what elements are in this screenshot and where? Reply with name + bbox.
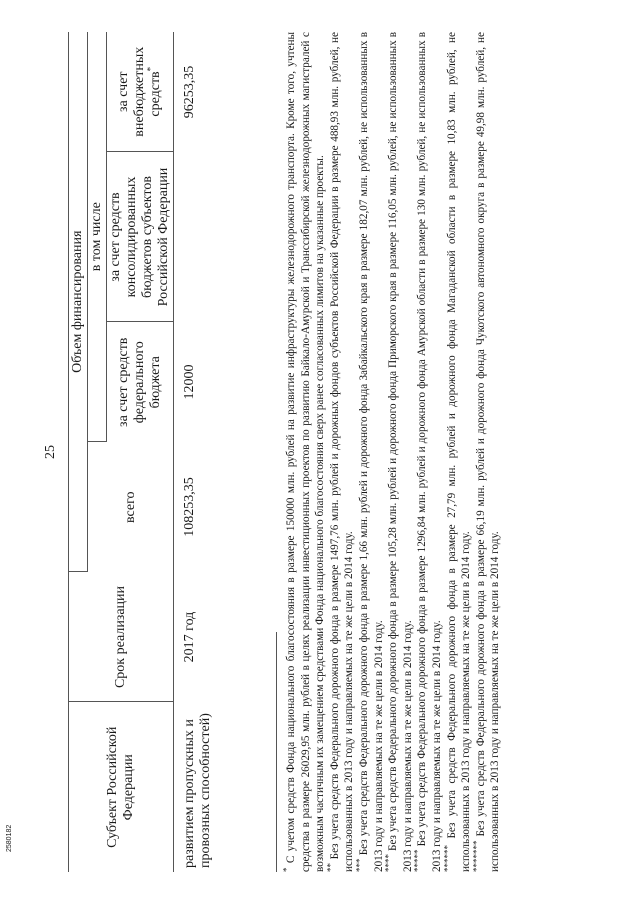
- footnote-text: Без учета средств Федерального дорожного фонда в размере 1497,76 млн. рублей и дорожных фондов субъектов Российской Федерации в размере 488,93 млн. рублей, не использованных в 2013 году и направляемых на те же цели в 2014 году.: [328, 32, 356, 872]
- cell-federal: 12000: [182, 364, 197, 400]
- footnote-mark: *******: [470, 840, 481, 872]
- footnote-text: Без учета средств Федерального дорожного фонда в размере 27,79 млн. рублей и дорожного фонда Магаданской области в размере 10,83 млн. рублей, не использованных в 2013 году и направляемых на те же цели в 2014 году.: [445, 32, 473, 872]
- footnote: [281, 32, 328, 872]
- footnote-mark: *****: [412, 849, 423, 872]
- footnote-mark: ***: [354, 858, 365, 872]
- footnotes: [281, 31, 503, 872]
- footnote-ref: *: [145, 66, 156, 72]
- footnote-text: Без учета средств Федерального дорожного фонда в размере 105,28 млн. рублей и дорожного фонда Приморского края в размере 116,05 млн. рублей, не использованных в 2013 году и направляемых на те же цели в 2014 году.: [387, 31, 414, 872]
- footnote-divider: [276, 632, 277, 872]
- footnote-text: Без учета средств Федерального дорожного фонда в размере 1296,84 млн. рублей и дорожного фонда Амурской области в размере 130 млн. рублей, не использованных в 2013 году и направляемых на те же цели в 2014 году.: [416, 32, 443, 872]
- header-federal: за счет средств федерального бюджета: [107, 322, 174, 442]
- cell-extrabudget: 96253,35: [182, 65, 197, 119]
- header-term: Срок реализации: [69, 572, 174, 702]
- footnote-mark: *: [281, 867, 292, 872]
- header-regional: за счет средств консолидированных бюджетов субъектов Российской Федерации: [107, 152, 174, 322]
- header-extrabudget-label: за счет внебюджетных средств: [116, 46, 163, 137]
- header-including: в том числе: [88, 32, 107, 442]
- footnote-mark: **: [325, 863, 336, 872]
- footnote: [354, 31, 386, 872]
- footnote: [470, 32, 503, 872]
- cell-subject: развитием пропускных и провозных способностей): [182, 713, 213, 868]
- document-code: 2580182: [6, 824, 13, 852]
- footnote-mark: ******: [441, 845, 452, 872]
- funding-table: [68, 32, 215, 872]
- header-subject: Субъект Российской Федерации: [69, 702, 174, 872]
- footnote: [383, 31, 415, 872]
- table-row: [174, 32, 216, 872]
- footnote-text: Без учета средств Федерального дорожного фонда в размере 1,66 млн. рублей и дорожного фонда Забайкальского края в размере 182,07 млн. рублей, не использованных в 2013 году и направляемых на те же цели в 2014 году.: [357, 31, 385, 872]
- footnote-mark: ****: [383, 854, 394, 872]
- footnote: [441, 32, 474, 872]
- header-extrabudget: [107, 32, 174, 152]
- header-funding: Объем финансирования: [69, 32, 88, 572]
- rotated-content: [40, 32, 600, 872]
- footnote: [325, 32, 357, 872]
- cell-total: 108253,35: [182, 477, 197, 537]
- footnote: [412, 32, 444, 872]
- footnote-text: Без учета средств Федерального дорожного фонда в размере 66,19 млн. рублей и дорожного фонда Чукотского автономного округа в размере 49,98 млн. рублей, не использованных в 2013 году и направляемых на те же цели в 2014 году.: [474, 32, 502, 872]
- header-total: всего: [88, 442, 174, 572]
- cell-term: 2017 год: [182, 611, 197, 663]
- cell-regional: [174, 152, 216, 322]
- page-number: 25: [43, 445, 58, 459]
- footnote-text: С учетом средств Фонда национального благосостояния в размере 150000 млн. рублей на развитие инфраструктуры железнодорожного транспорта. Кроме того, учтены средства в размере 26029,95 млн. рублей в целях реализации инвестиционных проектов по развитию Байкало-Амурской и Транссибирской железнодорожных магистралей с возможным частичным их замещением средствами Фонда национального благосостояния сверх ранее согласованных лимитов на указанные проекты.: [285, 32, 327, 872]
